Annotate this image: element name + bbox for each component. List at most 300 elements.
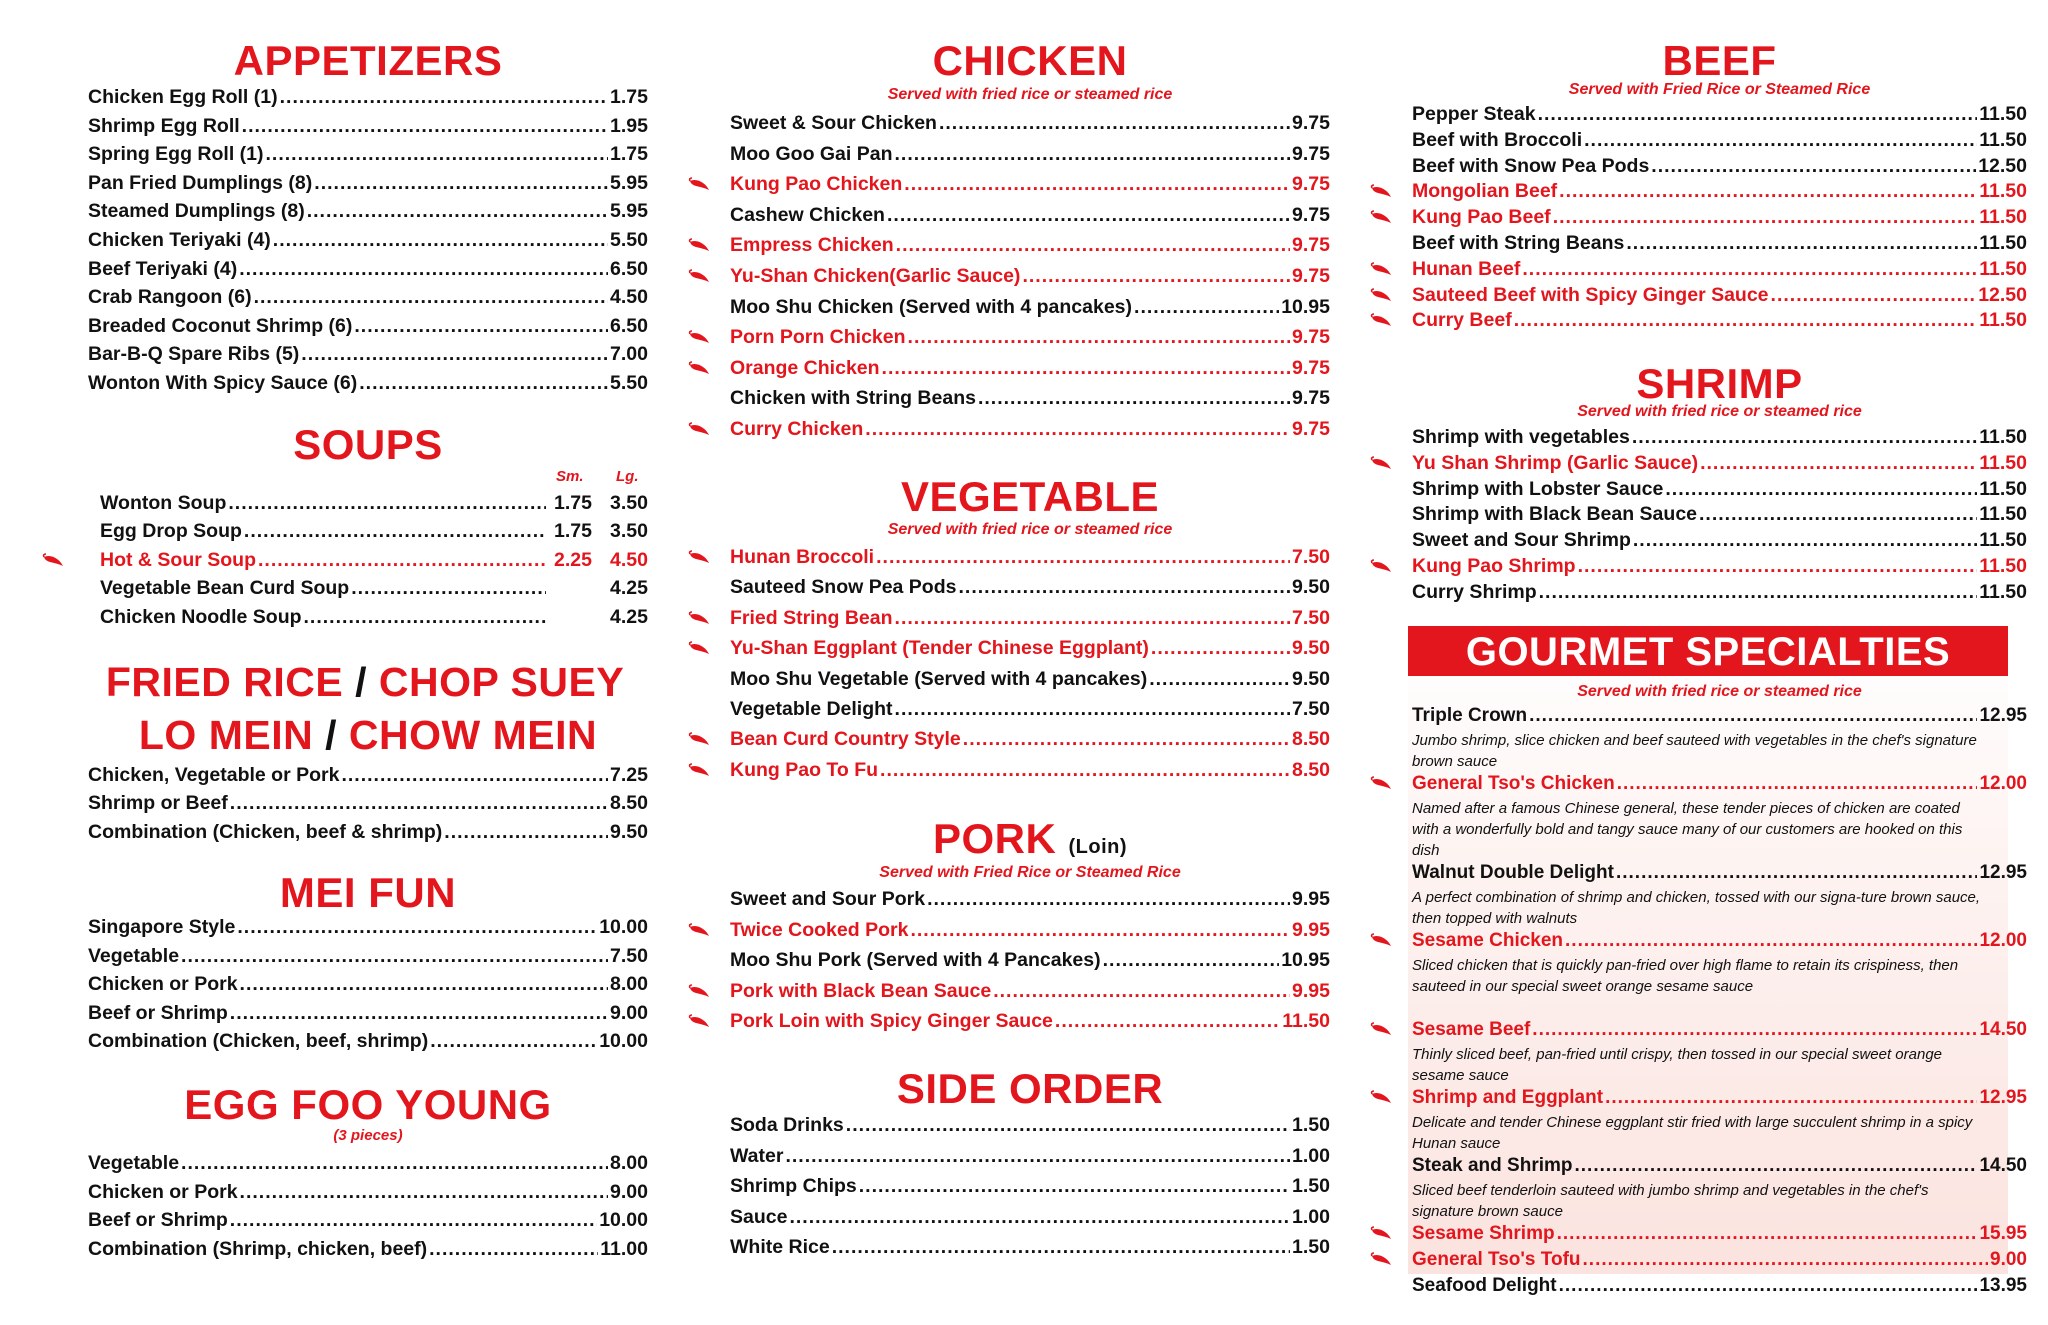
leader-dots: [859, 1177, 1290, 1197]
menu-item-name: Shrimp with vegetables: [1412, 426, 1630, 448]
vegetable-title: VEGETABLE: [900, 473, 1160, 520]
menu-item-price: 11.50: [1979, 206, 2027, 229]
leader-dots: [354, 317, 608, 337]
menu-item: [1412, 1088, 2027, 1107]
leader-dots: [832, 1238, 1290, 1258]
menu-item-price: 12.95: [1979, 705, 2027, 726]
soups-title: SOUPS: [293, 421, 443, 468]
menu-item-price: 11.50: [1979, 426, 2027, 448]
leader-dots: [1557, 1224, 1978, 1243]
chop-suey-label: CHOP SUEY: [378, 659, 625, 705]
leader-dots: [1605, 1088, 1977, 1107]
menu-item-price: 12.95: [1979, 1087, 2027, 1108]
menu-item-name: Moo Shu Chicken (Served with 4 pancakes): [730, 295, 1133, 318]
leader-dots: [927, 890, 1290, 910]
menu-item-name: Vegetable Bean Curd Soup: [100, 577, 350, 600]
menu-item: [88, 374, 648, 394]
chili-pepper-icon: [1370, 1252, 1392, 1266]
menu-item: [1412, 505, 2027, 525]
menu-item-price: 7.00: [610, 343, 648, 366]
menu-item: [1412, 257, 2027, 280]
menu-item-price: 8.50: [610, 792, 648, 815]
menu-item: [88, 257, 648, 280]
leader-dots: [895, 700, 1291, 720]
menu-item-name: Soda Drinks: [730, 1114, 844, 1136]
chili-pepper-icon: [688, 177, 710, 191]
menu-item-name: Egg Drop Soup: [100, 520, 242, 543]
menu-item-description: Named after a famous Chinese general, these tender pieces of chicken are coated with a wonderfully bold and tangy sauce many of our customers are hooked on this dish: [1412, 800, 1963, 859]
menu-item: [730, 175, 1330, 195]
menu-item-price: 9.95: [1292, 918, 1330, 941]
menu-item: [730, 639, 1330, 659]
leader-dots: [1617, 774, 1978, 793]
menu-item: [1412, 128, 2027, 151]
menu-item-price: 9.75: [1292, 173, 1330, 196]
leader-dots: [1584, 131, 1977, 151]
leader-dots: [1632, 428, 1977, 448]
menu-item-price: 11.50: [1979, 503, 2027, 526]
menu-item-price: 1.50: [1292, 1236, 1330, 1259]
gourmet-subtitle: Served with fried rice or steamed rice: [1577, 683, 1862, 700]
menu-item-price: 14.50: [1979, 1019, 2027, 1040]
menu-item: [1412, 451, 2027, 474]
menu-item-name: Yu-Shan Chicken(Garlic Sauce): [730, 265, 1021, 287]
menu-item-price: 1.00: [1292, 1205, 1330, 1228]
menu-item: [730, 142, 1330, 165]
pork-label: PORK: [932, 815, 1057, 862]
menu-item-price: 7.50: [1292, 606, 1330, 629]
menu-item-price-large: 3.50: [610, 520, 648, 543]
menu-item-price: 9.75: [1292, 356, 1330, 379]
menu-item-name: Empress Chicken: [730, 234, 894, 257]
menu-item: [1412, 477, 2027, 500]
menu-item-price: 12.00: [1979, 773, 2027, 794]
menu-item-price: 9.75: [1292, 203, 1330, 226]
menu-item-name: Sauteed Snow Pea Pods: [730, 576, 957, 599]
menu-item-name: Wonton Soup: [100, 492, 227, 514]
leader-dots: [230, 1211, 597, 1231]
menu-item: [100, 579, 648, 599]
chili-pepper-icon: [688, 422, 710, 436]
menu-item-name: Chicken with String Beans: [730, 387, 976, 410]
chili-pepper-icon: [688, 550, 710, 564]
menu-item: [730, 700, 1330, 720]
leader-dots: [1565, 931, 1977, 950]
menu-item: [1412, 774, 2027, 793]
leader-dots: [444, 823, 608, 843]
menu-item-name: Mongolian Beef: [1412, 180, 1558, 203]
menu-item-price-small: 1.75: [554, 520, 592, 543]
menu-item-name: Singapore Style: [88, 916, 236, 938]
fried-rice-title: [82, 659, 648, 705]
menu-item: [730, 1177, 1330, 1197]
menu-item-name: Breaded Coconut Shrimp (6): [88, 314, 353, 337]
menu-item: [88, 1180, 648, 1203]
menu-item-name: Seafood Delight: [1412, 1275, 1557, 1296]
menu-item-price: 5.50: [610, 372, 648, 394]
fried-rice-label: FRIED RICE: [105, 659, 344, 705]
menu-item: [88, 1001, 648, 1024]
menu-item-price: 10.95: [1281, 295, 1330, 318]
menu-item-price: 11.50: [1979, 477, 2027, 500]
menu-item-price: 11.50: [1979, 451, 2027, 474]
leader-dots: [230, 1004, 608, 1024]
menu-item-description: Delicate and tender Chinese eggplant stir fried with large succulent shrimp in a spicy Hunan sauce: [1412, 1114, 1973, 1152]
leader-dots: [1553, 208, 1978, 228]
title-slash-1: /: [355, 659, 367, 705]
leader-dots: [181, 1154, 608, 1174]
menu-item: [1412, 1250, 2027, 1269]
leader-dots: [181, 947, 608, 967]
leader-dots: [1149, 670, 1290, 690]
menu-item-price: 7.50: [1292, 546, 1330, 568]
menu-item-name: Twice Cooked Pork: [730, 918, 909, 941]
egg-foo-young-title: EGG FOO YOUNG: [184, 1081, 552, 1128]
menu-item: [1412, 1020, 2027, 1039]
menu-item: [88, 1237, 648, 1260]
leader-dots: [1700, 454, 1977, 474]
menu-item-price-large: 3.50: [610, 492, 648, 514]
menu-item-name: Wonton With Spicy Sauce (6): [88, 372, 358, 394]
chili-pepper-icon: [688, 641, 710, 655]
menu-item: [100, 605, 648, 628]
chili-pepper-icon: [1370, 184, 1392, 198]
menu-item-price: 11.50: [1979, 555, 2027, 577]
leader-dots: [430, 1032, 597, 1052]
menu-item-price: 11.50: [1979, 180, 2027, 203]
leader-dots: [908, 328, 1291, 348]
leader-dots: [1522, 260, 1977, 280]
menu-item-name: Orange Chicken: [730, 356, 880, 379]
menu-item: [1412, 182, 2027, 202]
menu-item-name: Sesame Shrimp: [1412, 1223, 1555, 1244]
chili-pepper-icon: [1370, 456, 1392, 470]
shrimp-title: SHRIMP: [1636, 360, 1803, 407]
menu-item-price: 9.00: [610, 1001, 648, 1024]
chili-pepper-icon: [688, 763, 710, 777]
menu-item-price: 5.95: [610, 171, 648, 194]
menu-item: [730, 203, 1330, 226]
leader-dots: [993, 982, 1290, 1002]
leader-dots: [351, 579, 546, 599]
menu-item: [88, 766, 648, 786]
leader-dots: [1575, 1156, 1978, 1175]
menu-item-name: Chicken Egg Roll (1): [88, 86, 278, 108]
chili-pepper-icon: [688, 923, 710, 937]
chili-pepper-icon: [688, 984, 710, 998]
menu-item: [730, 1012, 1330, 1032]
leader-dots: [239, 260, 608, 280]
soup-small-label: Sm.: [556, 468, 584, 485]
menu-item-name: Combination (Chicken, beef & shrimp): [88, 820, 443, 843]
menu-item-description: Thinly sliced beef, pan-fried until crispy, then tossed in our special sweet orange sesame sauce: [1412, 1046, 1943, 1084]
menu-item: [1412, 154, 2027, 177]
menu-item: [730, 730, 1330, 750]
menu-item-name: Triple Crown: [1412, 705, 1528, 726]
menu-item-name: Pepper Steak: [1412, 103, 1536, 125]
menu-item: [88, 794, 648, 814]
pork-subtitle: Served with Fried Rice or Steamed Rice: [879, 864, 1181, 881]
menu-item-name: Hunan Broccoli: [730, 546, 875, 568]
menu-item-name: Chicken Noodle Soup: [100, 605, 302, 628]
gourmet-specialties-title: GOURMET SPECIALTIES: [1408, 626, 2008, 676]
leader-dots: [1529, 706, 1977, 725]
menu-item-price: 1.00: [1292, 1144, 1330, 1167]
menu-item-price: 9.50: [610, 820, 648, 843]
menu-item-price: 4.50: [610, 286, 648, 309]
leader-dots: [341, 766, 608, 786]
chili-pepper-icon: [688, 330, 710, 344]
menu-item: [730, 420, 1330, 440]
menu-item-name: Shrimp Egg Roll: [88, 114, 240, 137]
menu-item-price: 1.75: [610, 143, 648, 166]
menu-item-price: 9.50: [1292, 637, 1330, 660]
menu-item-price: 8.50: [1292, 728, 1330, 751]
leader-dots: [254, 288, 608, 308]
leader-dots: [882, 359, 1291, 379]
menu-item: [88, 1211, 648, 1231]
leader-dots: [789, 1208, 1290, 1228]
menu-item-price: 11.50: [1979, 257, 2027, 280]
leader-dots: [1633, 531, 1977, 551]
leader-dots: [846, 1116, 1290, 1136]
leader-dots: [429, 1240, 598, 1260]
menu-item: [100, 494, 648, 514]
chili-pepper-icon: [688, 732, 710, 746]
leader-dots: [359, 374, 608, 394]
leader-dots: [230, 794, 608, 814]
menu-item-name: Shrimp or Beef: [88, 792, 228, 815]
menu-item: [1412, 931, 2027, 950]
pork-title: [730, 815, 1330, 862]
menu-item: [88, 145, 648, 165]
menu-item: [88, 820, 648, 843]
leader-dots: [314, 174, 608, 194]
menu-item: [1412, 208, 2027, 228]
menu-item: [730, 236, 1330, 256]
menu-item-name: Chicken, Vegetable or Pork: [88, 764, 340, 786]
leader-dots: [1626, 234, 1977, 254]
leader-dots: [1539, 583, 1978, 603]
menu-item-price: 9.50: [1292, 667, 1330, 690]
menu-item-name: Chicken Teriyaki (4): [88, 229, 271, 251]
menu-item-description: Jumbo shrimp, slice chicken and beef sauteed with vegetables in the chef's signature brown sauce: [1412, 732, 1977, 770]
menu-item-price: 13.95: [1979, 1275, 2027, 1296]
menu-item-name: Chicken or Pork: [88, 1180, 238, 1203]
menu-item: [730, 389, 1330, 409]
menu-item-price: 1.75: [610, 86, 648, 108]
leader-dots: [1578, 557, 1978, 577]
menu-item-name: Bar-B-Q Spare Ribs (5): [88, 343, 300, 366]
menu-item: [88, 345, 648, 365]
menu-item-price-small: 1.75: [554, 492, 592, 514]
menu-item-price: 11.50: [1979, 128, 2027, 151]
menu-item-name: Pan Fried Dumplings (8): [88, 171, 313, 194]
menu-item-name: Shrimp and Eggplant: [1412, 1087, 1604, 1108]
leader-dots: [963, 730, 1290, 750]
menu-item: [730, 667, 1330, 690]
menu-item-name: Shrimp with Black Bean Sauce: [1412, 503, 1698, 526]
menu-item-name: Sweet & Sour Chicken: [730, 112, 937, 134]
menu-item-price: 5.50: [610, 229, 648, 251]
leader-dots: [228, 494, 546, 514]
lo-mein-label: LO MEIN: [138, 712, 314, 758]
menu-item-name: Moo Shu Vegetable (Served with 4 pancakes): [730, 667, 1148, 690]
menu-item-name: Sweet and Sour Shrimp: [1412, 529, 1631, 552]
menu-item-price: 11.50: [1282, 1010, 1330, 1033]
menu-item: [1412, 1276, 2027, 1295]
leader-dots: [1055, 1012, 1280, 1032]
leader-dots: [266, 145, 609, 165]
menu-item: [1412, 311, 2027, 331]
menu-item-name: Steak and Shrimp: [1412, 1155, 1573, 1176]
menu-item-price: 6.50: [610, 314, 648, 337]
menu-item-price: 9.50: [1292, 576, 1330, 599]
leader-dots: [1134, 298, 1279, 318]
menu-item-name: Chicken or Pork: [88, 973, 238, 996]
menu-item-name: Fried String Bean: [730, 606, 893, 629]
menu-item-name: Sweet and Sour Pork: [730, 888, 926, 910]
chili-pepper-icon: [688, 1014, 710, 1028]
menu-item: [1412, 1224, 2027, 1243]
leader-dots: [876, 548, 1290, 568]
menu-item-price: 1.50: [1292, 1175, 1330, 1198]
menu-item-name: Kung Pao Chicken: [730, 173, 903, 196]
menu-item: [100, 522, 648, 542]
leader-dots: [301, 345, 608, 365]
menu-item: [730, 328, 1330, 348]
menu-item-name: Yu Shan Shrimp (Garlic Sauce): [1412, 451, 1699, 474]
chili-pepper-icon: [1370, 210, 1392, 224]
menu-item-name: Sesame Chicken: [1412, 930, 1564, 951]
leader-dots: [1699, 505, 1977, 525]
menu-item-price: 10.00: [599, 916, 648, 938]
menu-item-price: 14.50: [1979, 1155, 2027, 1176]
leader-dots: [1771, 286, 1977, 306]
chili-pepper-icon: [1370, 262, 1392, 276]
menu-item: [730, 578, 1330, 598]
menu-item: [730, 890, 1330, 910]
menu-item: [1412, 863, 2027, 882]
leader-dots: [958, 578, 1290, 598]
menu-item-price: 9.95: [1292, 888, 1330, 910]
menu-item: [88, 1154, 648, 1174]
menu-item-name: Beef Teriyaki (4): [88, 257, 238, 280]
leader-dots: [1583, 1250, 1989, 1269]
menu-item-price: 1.95: [610, 114, 648, 137]
menu-item-name: Beef with Snow Pea Pods: [1412, 154, 1650, 177]
leader-dots: [1651, 157, 1976, 177]
menu-item-name: Hunan Beef: [1412, 257, 1521, 280]
menu-item-price-large: 4.50: [610, 548, 648, 571]
menu-item: [1412, 1156, 2027, 1175]
menu-item: [1412, 531, 2027, 551]
menu-item-name: Curry Beef: [1412, 309, 1512, 332]
menu-item-name: Sauce: [730, 1205, 788, 1228]
menu-item-name: Beef with Broccoli: [1412, 128, 1583, 151]
menu-item-name: Spring Egg Roll (1): [88, 143, 264, 166]
menu-item: [730, 1238, 1330, 1258]
menu-item-name: Cashew Chicken: [730, 203, 885, 226]
menu-item-name: Combination (Chicken, beef, shrimp): [88, 1030, 429, 1053]
menu-item-price: 10.95: [1281, 949, 1330, 972]
menu-item-name: Crab Rangoon (6): [88, 286, 252, 309]
menu-item-price: 9.00: [1990, 1249, 2027, 1270]
menu-item-price: 8.00: [610, 1152, 648, 1174]
menu-item-price-small: 2.25: [554, 548, 592, 571]
leader-dots: [244, 522, 546, 542]
menu-item-name: Kung Pao To Fu: [730, 758, 879, 781]
menu-item-price-large: 4.25: [610, 577, 648, 600]
menu-item-name: Beef with String Beans: [1412, 232, 1625, 254]
vegetable-subtitle: Served with fried rice or steamed rice: [887, 521, 1173, 538]
menu-item-name: Bean Curd Country Style: [730, 728, 961, 751]
chili-pepper-icon: [42, 553, 64, 567]
menu-item-description: Sliced chicken that is quickly pan-fried over high flame to retain its crispiness, then sauteed in our special sweet orange sesame sauce: [1412, 957, 1959, 995]
leader-dots: [307, 202, 608, 222]
menu-item-price: 9.75: [1292, 142, 1330, 165]
leader-dots: [1538, 105, 1978, 125]
mei-fun-title: MEI FUN: [279, 869, 457, 916]
menu-item: [88, 1032, 648, 1052]
menu-item-price: 10.00: [599, 1209, 648, 1232]
leader-dots: [1559, 182, 1977, 202]
menu-item-name: Sesame Beef: [1412, 1019, 1531, 1040]
menu-item-name: Moo Shu Pork (Served with 4 Pancakes): [730, 949, 1101, 972]
menu-item: [730, 758, 1330, 781]
menu-item-name: Yu-Shan Eggplant (Tender Chinese Eggplant): [730, 637, 1149, 660]
leader-dots: [304, 608, 546, 628]
menu-item: [730, 979, 1330, 1002]
menu-item: [1412, 234, 2027, 254]
leader-dots: [895, 145, 1291, 165]
leader-dots: [237, 918, 597, 938]
menu-item-name: Kung Pao Shrimp: [1412, 555, 1576, 577]
chicken-title: CHICKEN: [932, 37, 1128, 84]
leader-dots: [1532, 1020, 1977, 1039]
menu-item: [730, 606, 1330, 629]
appetizers-title: APPETIZERS: [233, 37, 503, 84]
leader-dots: [785, 1147, 1290, 1167]
leader-dots: [1665, 480, 1977, 500]
leader-dots: [1616, 863, 1978, 882]
leader-dots: [978, 389, 1290, 409]
menu-item-price-large: 4.25: [610, 605, 648, 628]
menu-item-name: Shrimp with Lobster Sauce: [1412, 477, 1664, 500]
menu-item-price: 9.00: [610, 1180, 648, 1203]
leader-dots: [880, 761, 1290, 781]
menu-item-name: Walnut Double Delight: [1412, 862, 1614, 883]
menu-item: [730, 1144, 1330, 1167]
menu-item: [88, 88, 648, 108]
chili-pepper-icon: [1370, 288, 1392, 302]
title-slash-2: /: [325, 712, 338, 758]
menu-item-name: General Tso's Chicken: [1412, 773, 1615, 794]
chicken-subtitle: Served with fried rice or steamed rice: [887, 86, 1173, 103]
lo-mein-title: [88, 712, 648, 758]
menu-item-description: A perfect combination of shrimp and chicken, tossed with our signa-ture brown sauce, then topped with walnuts: [1412, 889, 1981, 927]
menu-item-name: Moo Goo Gai Pan: [730, 142, 893, 165]
menu-item-price: 8.50: [1292, 758, 1330, 781]
beef-subtitle: Served with Fried Rice or Steamed Rice: [1568, 81, 1871, 98]
menu-item-price: 9.75: [1292, 387, 1330, 410]
menu-item-price: 11.50: [1979, 309, 2027, 332]
soup-large-label: Lg.: [616, 468, 639, 485]
menu-item-name: Curry Shrimp: [1412, 580, 1537, 603]
chili-pepper-icon: [1370, 776, 1392, 790]
menu-item: [88, 975, 648, 995]
menu-item-price: 7.50: [610, 944, 648, 967]
